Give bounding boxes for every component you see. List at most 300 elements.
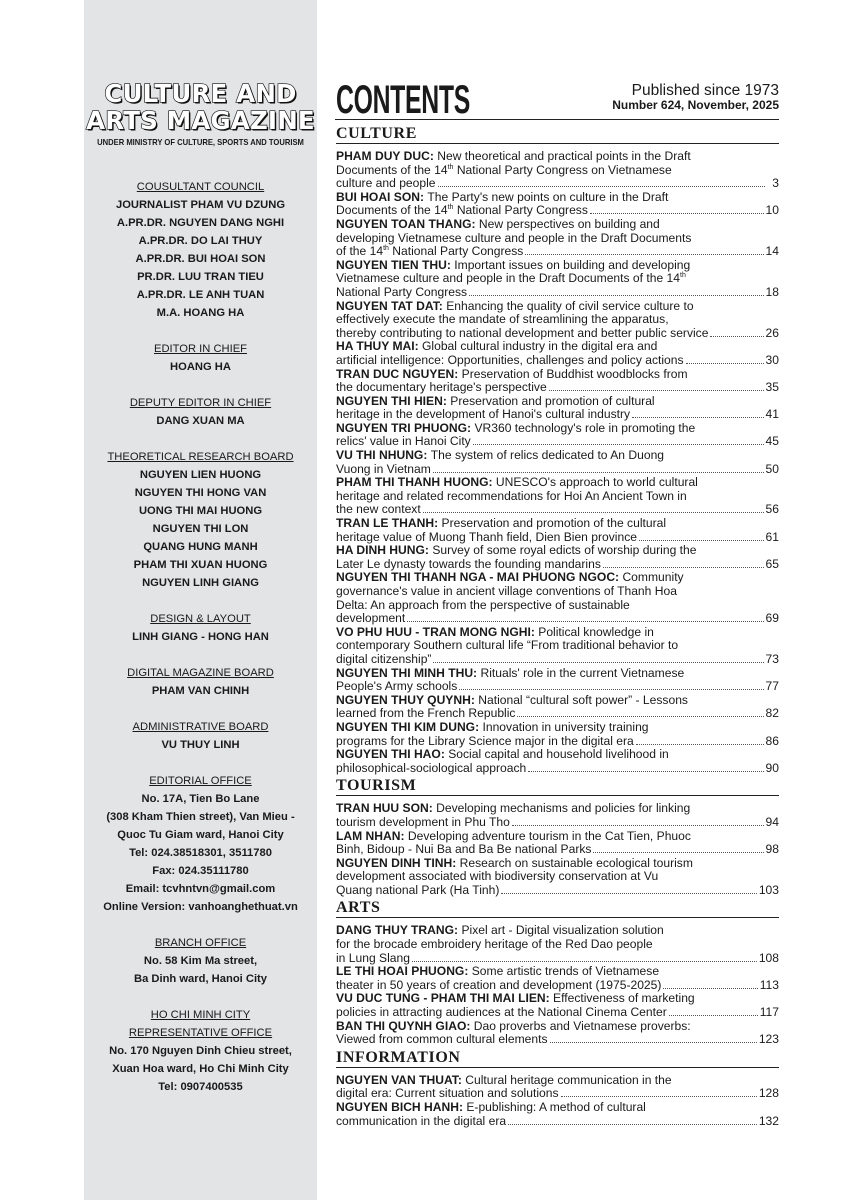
entry-line <box>336 245 779 259</box>
entry-title-line: developing Vietnamese culture and people in the Draft Documents <box>336 230 692 245</box>
staff-heading: DESIGN & LAYOUT <box>150 613 251 625</box>
entry-line <box>336 164 779 178</box>
entry-title-line: Important issues on building and developing <box>454 257 691 272</box>
entry-title-line: heritage value of Muong Thanh field, Dien Bien province <box>336 529 637 544</box>
masthead-line-2: ARTS MAGAZINE <box>86 106 315 135</box>
entry-line <box>336 463 779 477</box>
entry-title-line: in Lung Slang <box>336 950 410 965</box>
entry-title-line: communication in the digital era <box>336 1113 507 1128</box>
entry-title-line: Preservation and promotion of the cultural <box>441 516 667 531</box>
entry-line <box>336 218 779 232</box>
leader-dots <box>632 417 763 418</box>
entry-line <box>336 381 779 395</box>
issue-number: Number 624, November, 2025 <box>612 98 779 112</box>
staff-item: No. 17A, Tien Bo Lane <box>141 793 260 805</box>
entry-author: DANG THUY TRANG: <box>336 923 459 938</box>
page-number: 90 <box>765 760 779 775</box>
masthead-subtitle: UNDER MINISTRY OF CULTURE, SPORTS AND TOURISM <box>97 138 304 147</box>
entry-line <box>336 612 779 626</box>
leader-dots <box>528 771 763 772</box>
entry-author: VU DUC TUNG - PHAM THI MAI LIEN: <box>336 991 550 1006</box>
staff-item: UONG THI MAI HUONG <box>138 505 263 517</box>
toc-entry <box>336 150 779 191</box>
entry-title-line: effectively execute the mandate of streamlining the apparatus, <box>336 312 669 327</box>
entry-line <box>336 368 779 382</box>
entry-title-line: Some artistic trends of Vietnamese <box>471 964 660 979</box>
leader-dots <box>459 689 763 690</box>
staff-item: NGUYEN THI LON <box>152 523 249 535</box>
page-number: 3 <box>772 176 779 191</box>
staff-item: PHAM VAN CHINH <box>151 685 250 697</box>
staff-item: Online Version: vanhoanghethuat.vn <box>103 901 298 913</box>
entry-line <box>336 286 779 300</box>
entry-author: PHAM THI THANH HUONG: <box>336 475 493 490</box>
entry-title-line: The system of relics dedicated to An Duong <box>430 448 665 463</box>
entry-line <box>336 354 779 368</box>
entry-line <box>336 870 779 884</box>
entry-title-line: Pixel art - Digital visualization solution <box>461 923 664 938</box>
staff-heading: COUSULTANT COUNCIL <box>136 181 265 193</box>
entry-line <box>336 232 779 246</box>
entry-line <box>336 830 779 844</box>
entry-author: PHAM DUY DUC: <box>336 149 434 163</box>
entry-title-line: Rituals' role in the current Vietnamese <box>480 665 685 680</box>
page-number: 69 <box>765 611 779 626</box>
toc-entry <box>336 368 779 395</box>
page-number: 128 <box>758 1086 779 1101</box>
entry-title-line: development associated with biodiversity conservation at Vu <box>336 869 659 884</box>
entry-title-line: development <box>336 611 406 626</box>
staff-item: NGUYEN LINH GIANG <box>142 577 259 589</box>
leader-dots <box>407 621 763 622</box>
leader-dots <box>663 988 757 989</box>
leader-dots <box>501 893 756 894</box>
entry-author: LE THI HOAI PHUONG: <box>336 964 469 979</box>
toc-entry <box>336 1074 779 1101</box>
entry-line <box>336 762 779 776</box>
staff-heading: DEPUTY EDITOR IN CHIEF <box>129 397 272 409</box>
entry-title-line: digital era: Current situation and solutions <box>336 1086 559 1101</box>
entry-author: NGUYEN VAN THUAT: <box>336 1072 462 1087</box>
page-number: 86 <box>765 733 779 748</box>
entry-title-line: Social capital and household livelihood in <box>448 747 669 762</box>
staff-gap <box>84 322 317 340</box>
toc-entry <box>336 340 779 367</box>
staff-gap <box>84 988 317 1006</box>
entry-title-line: Developing adventure tourism in the Cat Tien, Phuoc <box>407 828 691 843</box>
entry-title-line: culture and people <box>336 176 436 191</box>
entry-title-line: theater in 50 years of creation and development (1975-2025) <box>336 977 662 992</box>
page-number: 10 <box>765 203 779 218</box>
entry-author: NGUYEN TIEN THU: <box>336 257 451 272</box>
page-number: 14 <box>765 244 779 259</box>
entry-line <box>336 449 779 463</box>
leader-dots <box>686 363 764 364</box>
entry-line <box>336 408 779 422</box>
toc-entry <box>336 626 779 667</box>
toc-entry <box>336 571 779 625</box>
staff-heading: ADMINISTRATIVE BOARD <box>132 721 269 733</box>
page-number: 94 <box>765 814 779 829</box>
entry-line <box>336 938 779 952</box>
page-number: 26 <box>765 325 779 340</box>
entry-author: NGUYEN TOAN THANG: <box>336 216 476 231</box>
entry-title-line: People's Army schools <box>336 679 458 694</box>
page-number: 108 <box>758 950 779 965</box>
entry-line <box>336 1115 779 1129</box>
page-number: 103 <box>758 882 779 897</box>
entry-title-line: tourism development in Phu Tho <box>336 814 510 829</box>
staff-item: Tel: 024.38518301, 3511780 <box>129 847 272 859</box>
section-title: CULTURE <box>336 124 779 144</box>
staff-item: Xuan Hoa ward, Ho Chi Minh City <box>112 1063 289 1075</box>
page-number: 117 <box>759 1005 779 1020</box>
leader-dots <box>593 852 763 853</box>
staff-gap <box>84 376 317 394</box>
toc-entry <box>336 395 779 422</box>
entry-line <box>336 395 779 409</box>
entry-title-line: for the brocade embroidery heritage of the Red Dao people <box>336 937 653 952</box>
entry-line <box>336 476 779 490</box>
entry-title-line: relics' value in Hanoi City <box>336 434 471 449</box>
entry-line <box>336 653 779 667</box>
toc-entry <box>336 830 779 857</box>
page-number: 123 <box>758 1032 779 1047</box>
page-number: 98 <box>765 842 779 857</box>
entry-line <box>336 340 779 354</box>
entry-author: HA THUY MAI: <box>336 339 419 354</box>
entry-title-line: Innovation in university training <box>482 719 649 734</box>
entry-title-line: National Party Congress <box>336 284 468 299</box>
entry-line <box>336 503 779 517</box>
entry-line <box>336 965 779 979</box>
leader-dots <box>639 540 764 541</box>
contents-title: CONTENTS <box>336 78 470 122</box>
toc-entry <box>336 259 779 300</box>
page-number: 82 <box>765 706 779 721</box>
entry-author: NGUYEN TAT DAT: <box>336 298 443 313</box>
entry-title-line: Preservation and promotion of cultural <box>450 393 655 408</box>
toc-section <box>336 898 779 1046</box>
leader-dots <box>561 1096 757 1097</box>
page-number: 30 <box>765 352 779 367</box>
staff-item: PHAM THI XUAN HUONG <box>133 559 268 571</box>
entry-title-line: policies in attracting audiences at the National Cinema Center <box>336 1005 667 1020</box>
staff-item: No. 170 Nguyen Dinh Chieu street, <box>109 1045 292 1057</box>
entry-author: LAM NHAN: <box>336 828 405 843</box>
staff-item: A.PR.DR. BUI HOAI SON <box>135 253 266 265</box>
staff-item: A.PR.DR. DO LAI THUY <box>138 235 263 247</box>
entry-title-line: the documentary heritage's perspective <box>336 380 547 395</box>
staff-list <box>84 178 317 1096</box>
entry-title-line: programs for the Library Science major in the digital era <box>336 733 634 748</box>
toc-section <box>336 1048 779 1128</box>
entry-line <box>336 924 779 938</box>
entry-title-line: Research on sustainable ecological tourism <box>459 855 693 870</box>
staff-item: NGUYEN LIEN HUONG <box>139 469 262 481</box>
staff-item: M.A. HOANG HA <box>156 307 245 319</box>
staff-item: Fax: 024.35111780 <box>152 865 249 877</box>
entry-line <box>336 435 779 449</box>
leader-dots <box>473 444 764 445</box>
toc-entry <box>336 449 779 476</box>
page-number: 77 <box>765 679 779 694</box>
entry-line <box>336 571 779 585</box>
entry-title-line: Documents of the 14th National Party Congress on Vietnamese <box>336 162 672 177</box>
entry-author: NGUYEN THI HIEN: <box>336 393 447 408</box>
masthead-line-1: CULTURE AND <box>104 79 297 108</box>
entry-line <box>336 490 779 504</box>
entry-line <box>336 952 779 966</box>
entry-title-line: Developing mechanisms and policies for linking <box>436 801 691 816</box>
entry-title-line: digital citizenship” <box>336 651 432 666</box>
header-rule <box>335 119 779 120</box>
entry-title-line: Political knowledge in <box>538 624 654 639</box>
entry-line <box>336 204 779 218</box>
entry-title-line: governance's value in ancient village conventions of Thanh Hoa <box>336 584 677 598</box>
toc-entry <box>336 300 779 341</box>
page-number: 56 <box>765 502 779 517</box>
staff-heading: THEORETICAL RESEARCH BOARD <box>107 451 294 463</box>
entry-author: VO PHU HUU - TRAN MONG NGHI: <box>336 624 535 639</box>
entry-line <box>336 531 779 545</box>
entry-line <box>336 735 779 749</box>
entry-author: TRAN DUC NGUYEN: <box>336 366 459 381</box>
entry-author: NGUYEN THUY QUYNH: <box>336 692 475 707</box>
entry-line <box>336 544 779 558</box>
entry-title-line: Enhancing the quality of civil service culture to <box>446 298 694 313</box>
leader-dots <box>438 186 765 187</box>
entry-title-line: Vietnamese culture and people in the Draft Documents of the 14th <box>336 271 686 286</box>
entry-title-line: Quang national Park (Ha Tinh) <box>336 882 500 897</box>
staff-item: (308 Kham Thien street), Van Mieu - <box>106 811 295 823</box>
leader-dots <box>636 744 764 745</box>
section-title: INFORMATION <box>336 1048 779 1068</box>
staff-gap <box>84 754 317 772</box>
leader-dots <box>669 1015 758 1016</box>
entry-line <box>336 191 779 205</box>
toc-section <box>336 776 779 897</box>
entry-line <box>336 626 779 640</box>
entry-line <box>336 680 779 694</box>
page-number: 65 <box>765 556 779 571</box>
entry-line <box>336 150 779 164</box>
leader-dots <box>433 472 764 473</box>
entry-line <box>336 177 779 191</box>
entry-title-line: the new context <box>336 502 421 517</box>
entry-line <box>336 979 779 993</box>
table-of-contents <box>336 124 779 1129</box>
section-title: ARTS <box>336 898 779 918</box>
entry-author: NGUYEN THI HAO: <box>336 747 445 762</box>
entry-line <box>336 1033 779 1047</box>
entry-line <box>336 694 779 708</box>
staff-item: Tel: 0907400535 <box>158 1081 243 1093</box>
section-title: TOURISM <box>336 776 779 796</box>
toc-section <box>336 124 779 775</box>
entry-author: HA DINH HUNG: <box>336 543 429 558</box>
staff-heading: DIGITAL MAGAZINE BOARD <box>127 667 274 679</box>
staff-item: A.PR.DR. NGUYEN DANG NGHI <box>116 217 285 229</box>
entry-line <box>336 748 779 762</box>
staff-heading: REPRESENTATIVE OFFICE <box>128 1027 273 1039</box>
entry-line <box>336 272 779 286</box>
entry-title-line: artificial intelligence: Opportunities, challenges and policy actions <box>336 352 684 367</box>
entry-title-line: Binh, Bidoup - Nui Ba and Ba Be national Parks <box>336 842 592 857</box>
entry-title-line: Dao proverbs and Vietnamese proverbs: <box>473 1018 691 1033</box>
entry-title-line: heritage in the development of Hanoi's cultural industry <box>336 407 631 422</box>
entry-line <box>336 992 779 1006</box>
staff-item: No. 58 Kim Ma street, <box>143 955 258 967</box>
entry-title-line: National “cultural soft power” - Lessons <box>478 692 688 707</box>
entry-line <box>336 1101 779 1115</box>
staff-item: NGUYEN THI HONG VAN <box>134 487 267 499</box>
staff-item: JOURNALIST PHAM VU DZUNG <box>115 199 286 211</box>
leader-dots <box>512 825 764 826</box>
toc-entry <box>336 476 779 517</box>
entry-line <box>336 802 779 816</box>
entry-line <box>336 816 779 830</box>
entry-title-line: thereby contributing to national development and better public service <box>336 325 709 340</box>
leader-dots <box>710 336 763 337</box>
toc-entry <box>336 748 779 775</box>
entry-title-line: UNESCO's approach to world cultural <box>495 475 698 490</box>
toc-entry <box>336 1101 779 1128</box>
leader-dots <box>549 390 764 391</box>
entry-line <box>336 300 779 314</box>
entry-title-line: learned from the French Republic <box>336 706 516 721</box>
entry-line <box>336 1074 779 1088</box>
entry-author: NGUYEN THI THANH NGA - MAI PHUONG NGOC: <box>336 570 620 585</box>
entry-line <box>336 313 779 327</box>
page-number: 73 <box>765 651 779 666</box>
entry-line <box>336 857 779 871</box>
staff-gap <box>84 916 317 934</box>
entry-title-line: New theoretical and practical points in the Draft <box>437 149 691 163</box>
toc-entry <box>336 992 779 1019</box>
staff-item: DANG XUAN MA <box>156 415 245 427</box>
entry-title-line: Global cultural industry in the digital era and <box>422 339 658 354</box>
staff-item: Quoc Tu Giam ward, Hanoi City <box>117 829 284 841</box>
staff-gap <box>84 592 317 610</box>
page-number: 113 <box>759 977 779 992</box>
entry-line <box>336 667 779 681</box>
entry-title-line: Effectiveness of marketing <box>553 991 695 1006</box>
staff-heading: EDITOR IN CHIEF <box>153 343 248 355</box>
staff-item: QUANG HUNG MANH <box>143 541 258 553</box>
leader-dots <box>433 662 763 663</box>
leader-dots <box>412 961 757 962</box>
leader-dots <box>550 1042 757 1043</box>
page-number: 35 <box>765 380 779 395</box>
staff-heading: EDITORIAL OFFICE <box>149 775 252 787</box>
entry-line <box>336 1006 779 1020</box>
entry-line <box>336 585 779 599</box>
staff-heading: BRANCH OFFICE <box>154 937 247 949</box>
toc-entry <box>336 517 779 544</box>
entry-author: NGUYEN DINH TINH: <box>336 855 457 870</box>
entry-author: TRAN LE THANH: <box>336 516 439 531</box>
published-since: Published since 1973 <box>631 82 779 99</box>
entry-author: BAN THI QUYNH GIAO: <box>336 1018 471 1033</box>
entry-title-line: Vuong in Vietnam <box>336 461 431 476</box>
entry-author: NGUYEN TRI PHUONG: <box>336 420 472 435</box>
entry-author: NGUYEN THI KIM DUNG: <box>336 719 480 734</box>
staff-item: PR.DR. LUU TRAN TIEU <box>137 271 264 283</box>
entry-author: VU THI NHUNG: <box>336 448 428 463</box>
staff-item: Email: tcvhntvn@gmail.com <box>125 883 276 895</box>
entry-title-line: of the 14th National Party Congress <box>336 244 524 259</box>
toc-entry <box>336 1020 779 1047</box>
entry-author: BUI HOAI SON: <box>336 189 425 204</box>
staff-item: Ba Dinh ward, Hanoi City <box>133 973 268 985</box>
page-number: 41 <box>765 407 779 422</box>
entry-line <box>336 884 779 898</box>
toc-entry <box>336 694 779 721</box>
staff-gap <box>84 430 317 448</box>
toc-entry <box>336 802 779 829</box>
entry-line <box>336 1087 779 1101</box>
entry-title-line: Later Le dynasty towards the founding mandarins <box>336 556 601 571</box>
entry-title-line: The Party's new points on culture in the Draft <box>427 189 669 204</box>
entry-line <box>336 707 779 721</box>
page-number: 45 <box>765 434 779 449</box>
staff-item: LINH GIANG - HONG HAN <box>132 631 269 643</box>
staff-heading: HO CHI MINH CITY <box>150 1009 251 1021</box>
page-number: 132 <box>758 1113 779 1128</box>
entry-line <box>336 558 779 572</box>
entry-line <box>336 1020 779 1034</box>
toc-entry <box>336 857 779 898</box>
entry-line <box>336 843 779 857</box>
toc-entry <box>336 422 779 449</box>
toc-entry <box>336 667 779 694</box>
toc-entry <box>336 544 779 571</box>
entry-title-line: Preservation of Buddhist woodblocks from <box>461 366 688 381</box>
entry-title-line: Survey of some royal edicts of worship during the <box>432 543 697 558</box>
staff-gap <box>84 700 317 718</box>
entry-title-line: philosophical-sociological approach <box>336 760 527 775</box>
entry-line <box>336 259 779 273</box>
entry-line <box>336 327 779 341</box>
page-number: 50 <box>765 461 779 476</box>
leader-dots <box>603 567 764 568</box>
entry-line <box>336 639 779 653</box>
toc-entry <box>336 924 779 965</box>
entry-title-line: E-publishing: A method of cultural <box>466 1100 646 1114</box>
entry-title-line: New perspectives on building and <box>478 216 660 231</box>
leader-dots <box>590 213 764 214</box>
leader-dots <box>525 254 763 255</box>
entry-line <box>336 721 779 735</box>
staff-item: A.PR.DR. LE ANH TUAN <box>136 289 265 301</box>
page-number: 18 <box>765 284 779 299</box>
leader-dots <box>423 512 764 513</box>
staff-item: HOANG HA <box>170 361 231 373</box>
entry-line <box>336 517 779 531</box>
entry-title-line: VR360 technology's role in promoting the <box>474 420 696 435</box>
toc-entry <box>336 218 779 259</box>
toc-entry <box>336 721 779 748</box>
staff-item: VU THUY LINH <box>161 739 240 751</box>
entry-line <box>336 422 779 436</box>
entry-title-line: contemporary Southern cultural life “From traditional behavior to <box>336 638 679 653</box>
entry-line <box>336 599 779 613</box>
toc-entry <box>336 191 779 218</box>
entry-author: TRAN HUU SON: <box>336 801 433 816</box>
staff-gap <box>84 646 317 664</box>
leader-dots <box>517 716 763 717</box>
